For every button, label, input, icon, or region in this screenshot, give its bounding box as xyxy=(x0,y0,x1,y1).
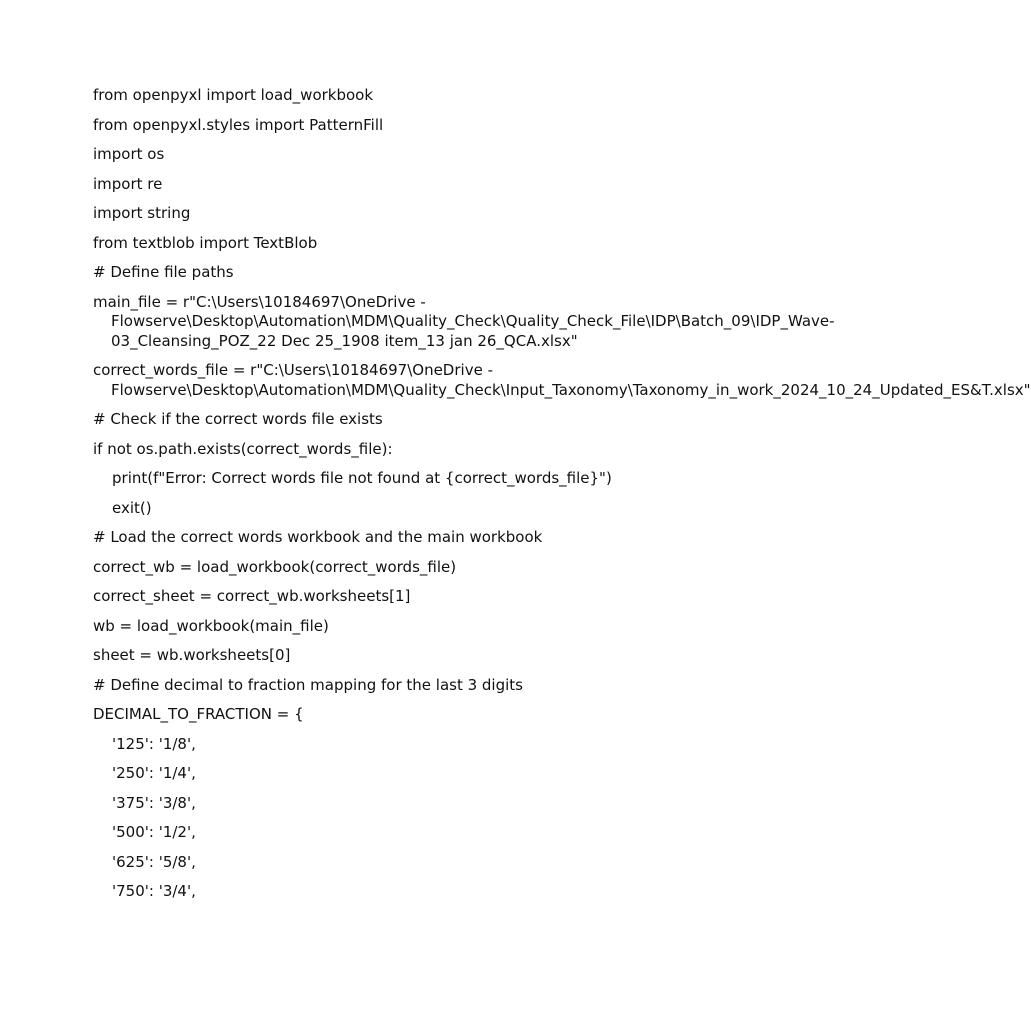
code-line-indented: exit() xyxy=(112,498,152,517)
code-line: # Define decimal to fraction mapping for the last 3 digits xyxy=(93,675,523,694)
code-line-indented: '500': '1/2', xyxy=(112,823,196,841)
code-document-body xyxy=(93,86,1031,912)
code-line-indented: '250': '1/4', xyxy=(112,764,196,782)
code-line: wb = load_workbook(main_file) xyxy=(93,616,329,635)
code-line: from openpyxl.styles import PatternFill xyxy=(93,115,384,134)
code-line-indented: print(f"Error: Correct words file not found at {correct_words_file}") xyxy=(112,469,612,487)
code-line-indented: '375': '3/8', xyxy=(112,793,196,812)
code-line: main_file = r"C:\Users\10184697\OneDrive - Flowserve\Desktop\Automation\MDM\Quality_Check\Quality_Check_File\IDP\Batch_09\IDP_Wave-03_Cleansing_POZ_22 Dec 25_1908 item_13 jan 26_QCA.xlsx" xyxy=(93,292,835,350)
code-line: import string xyxy=(93,204,191,222)
code-line: correct_words_file = r"C:\Users\10184697\OneDrive - Flowserve\Desktop\Automation\MDM\Quality_Check\Input_Taxonomy\Taxonomy_in_work_2024_10_24_Updated_ES&T.xlsx" xyxy=(93,361,1031,399)
code-line: from textblob import TextBlob xyxy=(93,233,318,252)
code-line: import os xyxy=(93,145,165,163)
code-line-indented: '125': '1/8', xyxy=(112,734,196,753)
code-line: if not os.path.exists(correct_words_file): xyxy=(93,439,393,458)
code-line-indented: '625': '5/8', xyxy=(112,852,196,871)
code-line: correct_wb = load_workbook(correct_words_file) xyxy=(93,557,457,576)
code-line: DECIMAL_TO_FRACTION = { xyxy=(93,705,304,723)
code-line: from openpyxl import load_workbook xyxy=(93,86,374,104)
code-line: # Define file paths xyxy=(93,263,234,281)
code-line-indented: '750': '3/4', xyxy=(112,882,196,900)
code-line: correct_sheet = correct_wb.worksheets[1] xyxy=(93,587,411,605)
code-line: import re xyxy=(93,174,163,193)
code-line: # Check if the correct words file exists xyxy=(93,410,383,428)
code-line: sheet = wb.worksheets[0] xyxy=(93,646,291,664)
code-line: # Load the correct words workbook and the main workbook xyxy=(93,528,543,546)
